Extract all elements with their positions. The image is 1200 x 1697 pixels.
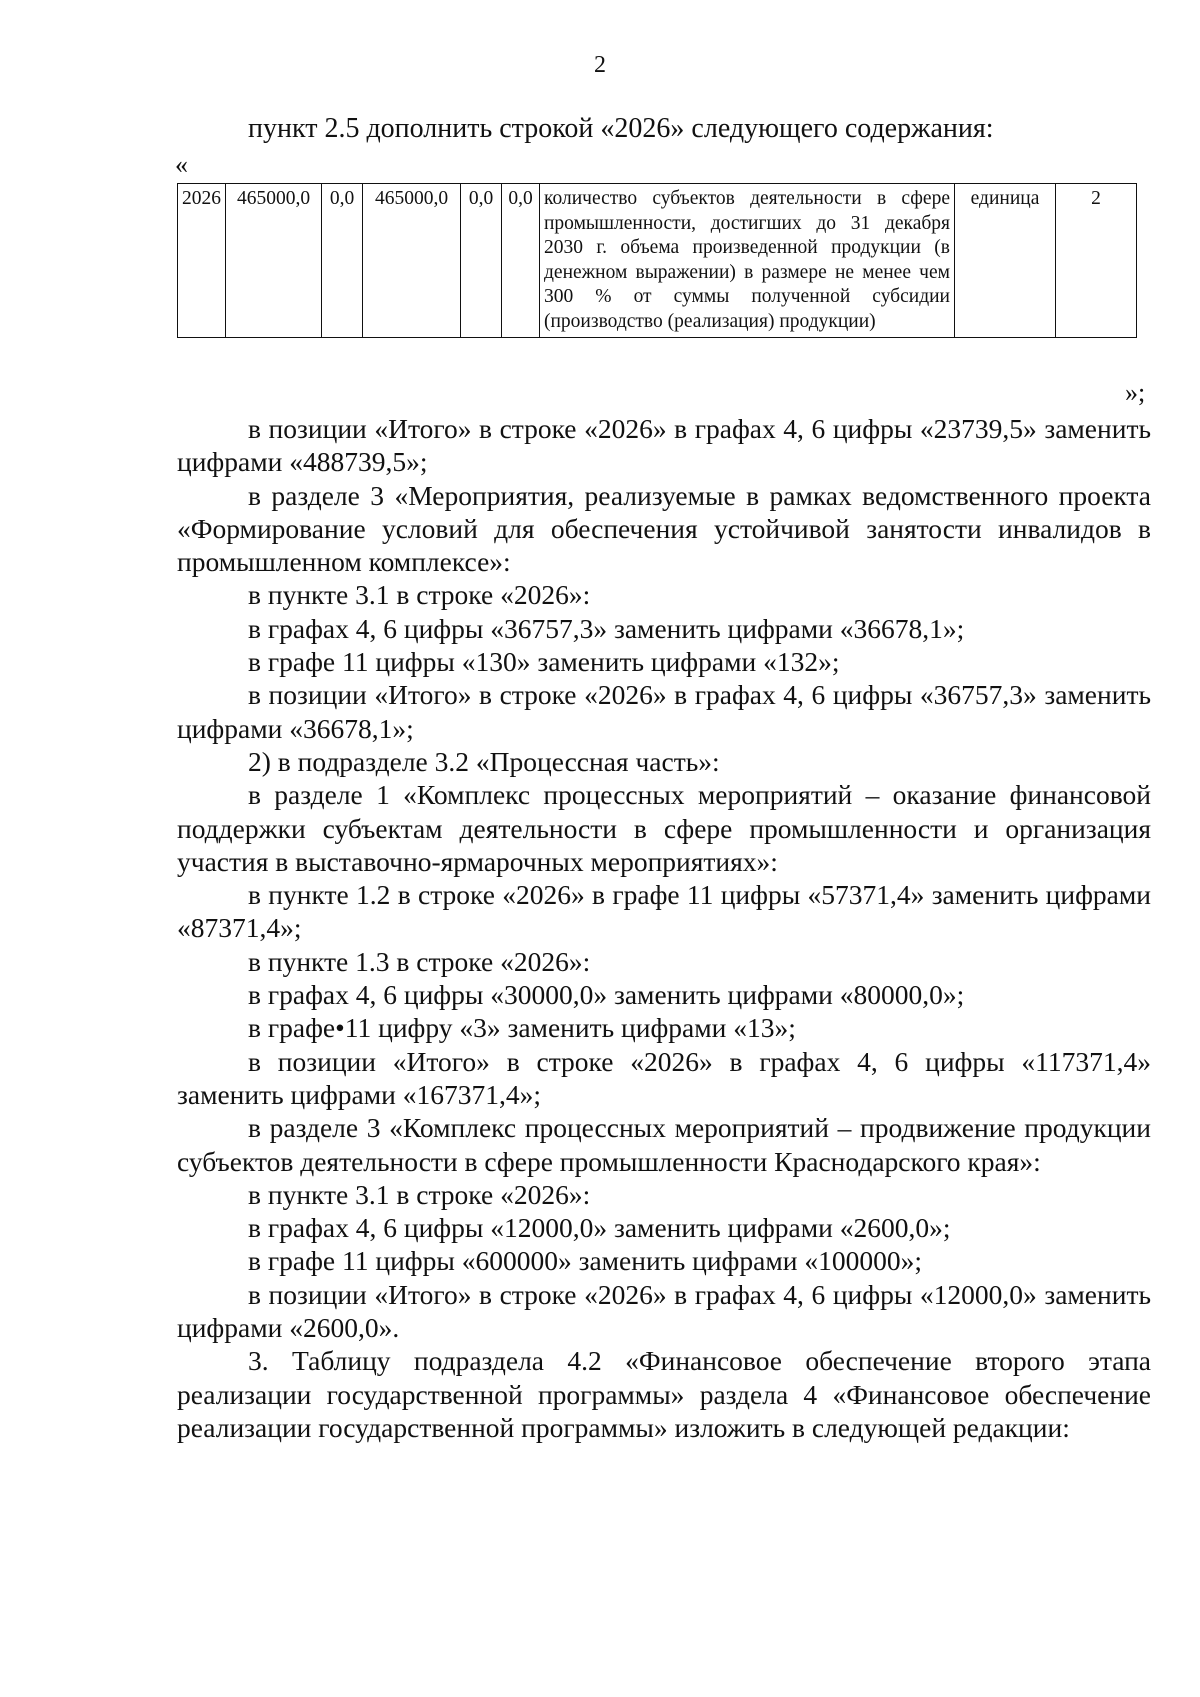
paragraph: в позиции «Итого» в строке «2026» в графах 4, 6 цифры «12000,0» заменить цифрами «2600,0». [177, 1278, 1151, 1344]
paragraph: в позиции «Итого» в строке «2026» в графах 4, 6 цифры «23739,5» заменить цифрами «488739,5»; [177, 413, 1151, 478]
cell-col6: 0,0 [502, 184, 540, 338]
cell-unit: единица [955, 184, 1056, 338]
paragraph: в графе 11 цифры «600000» заменить цифрами «100000»; [248, 1245, 922, 1277]
table-row [178, 184, 1137, 338]
cell-col5: 0,0 [461, 184, 502, 338]
paragraph: в позиции «Итого» в строке «2026» в графах 4, 6 цифры «36757,3» заменить цифрами «36678,1»; [177, 679, 1151, 744]
intro-line: пункт 2.5 дополнить строкой «2026» следующего содержания: [248, 113, 994, 144]
paragraph: 3. Таблицу подраздела 4.2 «Финансовое обеспечение второго этапа реализации государственной программы» раздела 4 «Финансовое обеспечение реализации государственной программы» изложить в следующей редакции: [177, 1345, 1151, 1443]
paragraph: в пункте 1.3 в строке «2026»: [248, 945, 591, 977]
cell-total: 465000,0 [226, 184, 322, 338]
cell-col4: 465000,0 [363, 184, 461, 338]
close-quote: »; [1125, 378, 1146, 407]
page-number: 2 [594, 52, 606, 78]
open-quote: « [175, 150, 188, 179]
paragraph: в пункте 3.1 в строке «2026»: [248, 579, 591, 611]
insert-table [177, 183, 1137, 338]
cell-col3: 0,0 [322, 184, 363, 338]
paragraph: в графах 4, 6 цифры «30000,0» заменить цифрами «80000,0»; [248, 979, 965, 1011]
paragraph: в графе 11 цифры «130» заменить цифрами «132»; [248, 646, 840, 678]
cell-value: 2 [1056, 184, 1137, 338]
paragraph: в пункте 3.1 в строке «2026»: [248, 1178, 591, 1210]
cell-description: количество субъектов деятельности в сфере промышленности, достигших до 31 декабря 2030 г. объема произведенной продукции (в денежном выражении) в размере не менее чем 300 % от суммы полученной субсидии (производство (реализация) продукции) [540, 184, 955, 338]
paragraph: в графах 4, 6 цифры «36757,3» заменить цифрами «36678,1»; [248, 612, 965, 644]
cell-year: 2026 [178, 184, 226, 338]
paragraph: в разделе 3 «Мероприятия, реализуемые в рамках ведомственного проекта «Формирование условий для обеспечения устойчивой занятости инвалидов в промышленном комплексе»: [177, 479, 1151, 578]
paragraph: в графе•11 цифру «3» заменить цифрами «13»; [248, 1012, 796, 1044]
paragraph: в разделе 1 «Комплекс процессных мероприятий – оказание финансовой поддержки субъектам деятельности в сфере промышленности и организация участия в выставочно-ярмарочных мероприятиях»: [177, 779, 1151, 877]
paragraph: 2) в подразделе 3.2 «Процессная часть»: [248, 745, 720, 777]
body-text [177, 412, 1151, 1444]
paragraph: в пункте 1.2 в строке «2026» в графе 11 цифры «57371,4» заменить цифрами «87371,4»; [177, 879, 1151, 944]
paragraph: в графах 4, 6 цифры «12000,0» заменить цифрами «2600,0»; [248, 1212, 951, 1244]
paragraph: в позиции «Итого» в строке «2026» в графах 4, 6 цифры «117371,4» заменить цифрами «167371,4»; [177, 1045, 1151, 1110]
paragraph: в разделе 3 «Комплекс процессных мероприятий – продвижение продукции субъектов деятельности в сфере промышленности Краснодарского края»: [177, 1112, 1151, 1177]
